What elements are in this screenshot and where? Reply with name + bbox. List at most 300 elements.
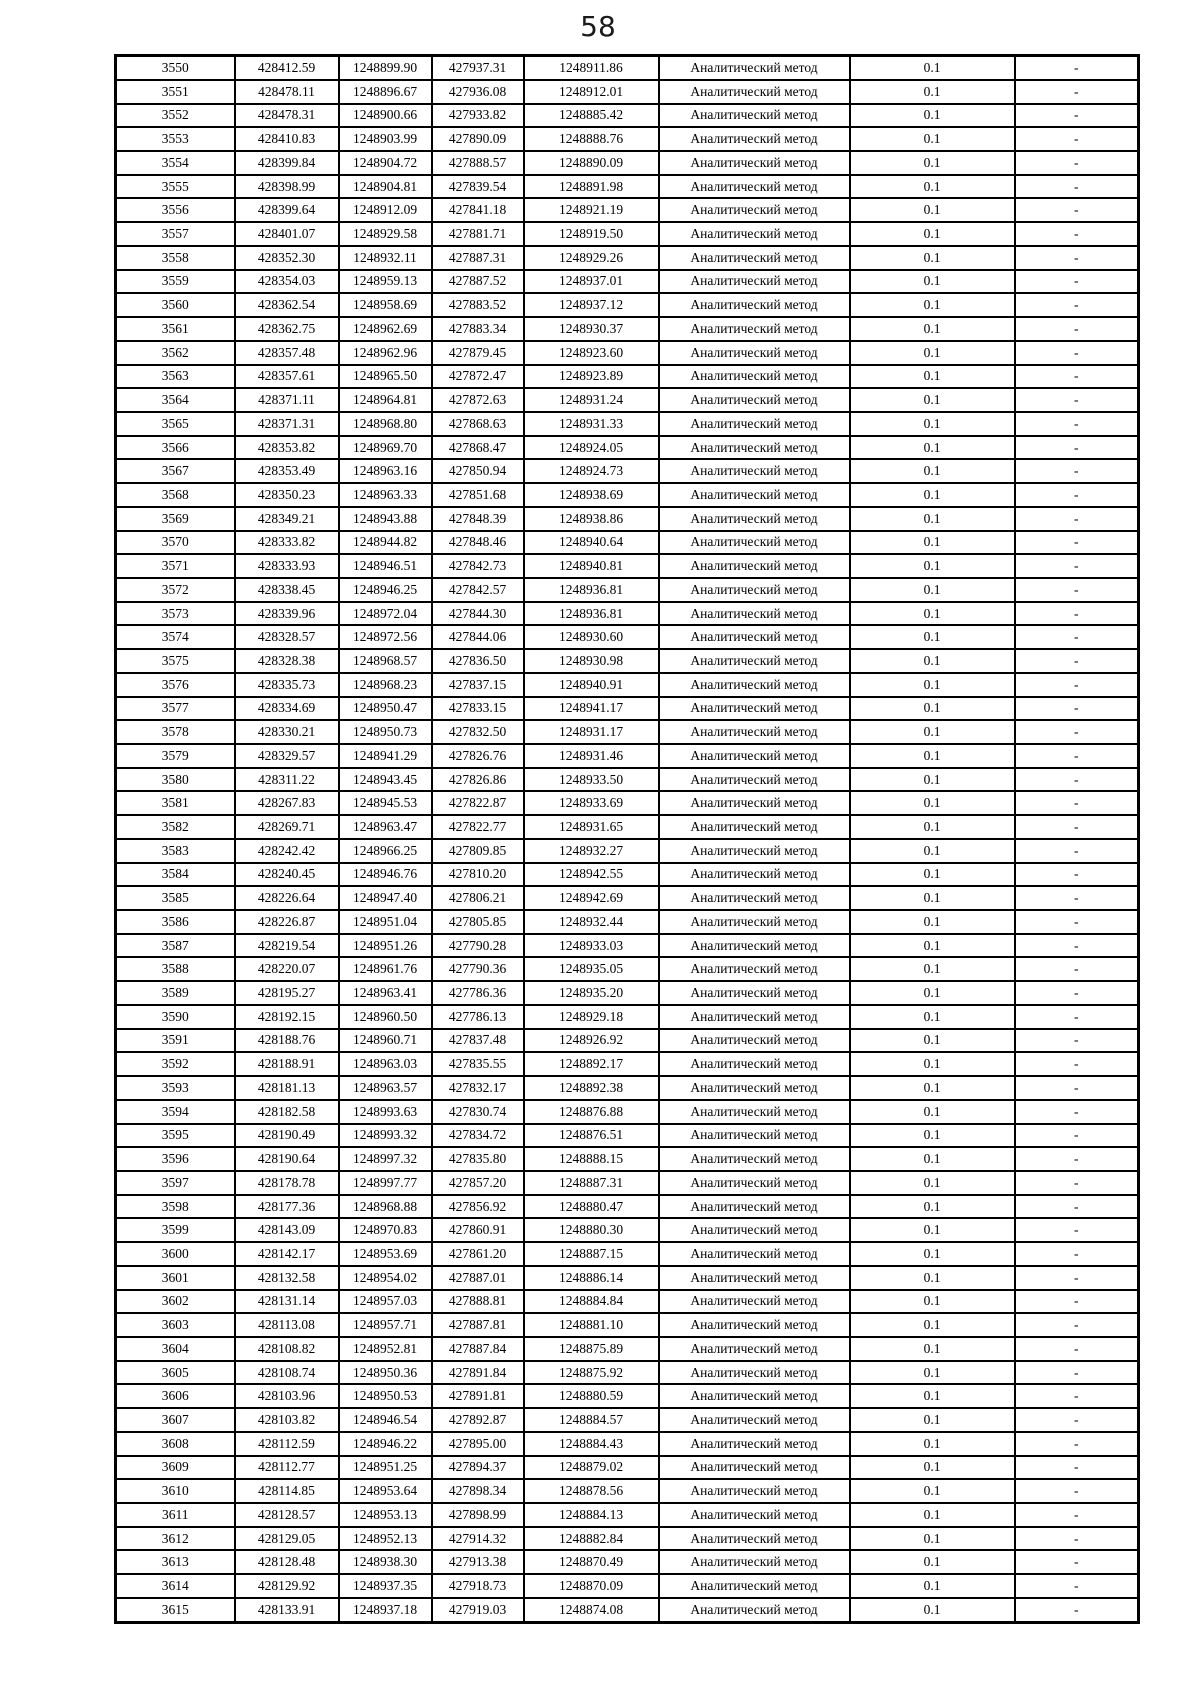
cell-coord-x1: 428190.49 [235,1124,339,1148]
cell-note: - [1015,365,1139,389]
cell-coord-x1: 428190.64 [235,1147,339,1171]
cell-coord-y2: 1248912.01 [524,80,659,104]
cell-coord-x1: 428181.13 [235,1076,339,1100]
cell-accuracy: 0.1 [850,649,1015,673]
cell-coord-x2: 427844.30 [432,602,524,626]
cell-coord-x1: 428188.76 [235,1029,339,1053]
cell-coord-x2: 427891.84 [432,1361,524,1385]
cell-method: Аналитический метод [659,483,850,507]
cell-method: Аналитический метод [659,1100,850,1124]
cell-note: - [1015,1005,1139,1029]
table-row [116,246,1139,270]
cell-coord-x2: 427895.00 [432,1432,524,1456]
table-row [116,957,1139,981]
cell-coord-x2: 427881.71 [432,222,524,246]
table-row [116,104,1139,128]
cell-point-number: 3564 [116,388,235,412]
cell-coord-x1: 428103.96 [235,1384,339,1408]
cell-point-number: 3604 [116,1337,235,1361]
table-row [116,1313,1139,1337]
cell-coord-x2: 427790.36 [432,957,524,981]
cell-note: - [1015,1384,1139,1408]
cell-point-number: 3554 [116,151,235,175]
cell-accuracy: 0.1 [850,934,1015,958]
cell-coord-x1: 428412.59 [235,56,339,80]
cell-method: Аналитический метод [659,1052,850,1076]
cell-accuracy: 0.1 [850,1266,1015,1290]
table-row [116,1337,1139,1361]
cell-accuracy: 0.1 [850,791,1015,815]
table-row [116,815,1139,839]
cell-coord-x2: 427887.81 [432,1313,524,1337]
cell-coord-y1: 1248951.26 [339,934,432,958]
cell-accuracy: 0.1 [850,554,1015,578]
cell-coord-x2: 427835.55 [432,1052,524,1076]
cell-coord-x2: 427914.32 [432,1527,524,1551]
cell-coord-x1: 428226.64 [235,886,339,910]
cell-coord-x2: 427872.63 [432,388,524,412]
cell-coord-x1: 428132.58 [235,1266,339,1290]
cell-coord-x2: 427887.01 [432,1266,524,1290]
cell-coord-y1: 1248952.81 [339,1337,432,1361]
cell-point-number: 3588 [116,957,235,981]
cell-method: Аналитический метод [659,1503,850,1527]
cell-coord-x1: 428182.58 [235,1100,339,1124]
cell-method: Аналитический метод [659,886,850,910]
cell-coord-y2: 1248923.60 [524,341,659,365]
cell-coord-y1: 1248903.99 [339,127,432,151]
cell-point-number: 3608 [116,1432,235,1456]
cell-coord-x2: 427830.74 [432,1100,524,1124]
cell-coord-x2: 427890.09 [432,127,524,151]
cell-point-number: 3572 [116,578,235,602]
cell-method: Аналитический метод [659,412,850,436]
cell-note: - [1015,1408,1139,1432]
cell-coord-x2: 427844.06 [432,625,524,649]
cell-accuracy: 0.1 [850,1052,1015,1076]
cell-coord-y2: 1248933.69 [524,791,659,815]
cell-point-number: 3558 [116,246,235,270]
cell-note: - [1015,744,1139,768]
table-row [116,459,1139,483]
table-row [116,175,1139,199]
cell-coord-x2: 427839.54 [432,175,524,199]
cell-note: - [1015,317,1139,341]
cell-coord-y1: 1248941.29 [339,744,432,768]
cell-accuracy: 0.1 [850,697,1015,721]
cell-note: - [1015,673,1139,697]
table-row [116,673,1139,697]
cell-coord-x1: 428352.30 [235,246,339,270]
cell-coord-y2: 1248931.17 [524,720,659,744]
cell-point-number: 3591 [116,1029,235,1053]
cell-coord-y1: 1248946.76 [339,863,432,887]
cell-method: Аналитический метод [659,1290,850,1314]
cell-coord-y1: 1248997.32 [339,1147,432,1171]
cell-point-number: 3576 [116,673,235,697]
table-row [116,649,1139,673]
cell-coord-y2: 1248911.86 [524,56,659,80]
cell-coord-x2: 427848.46 [432,531,524,555]
cell-point-number: 3574 [116,625,235,649]
cell-point-number: 3609 [116,1456,235,1480]
cell-note: - [1015,1195,1139,1219]
cell-accuracy: 0.1 [850,744,1015,768]
cell-method: Аналитический метод [659,270,850,294]
cell-coord-x1: 428350.23 [235,483,339,507]
cell-coord-x1: 428398.99 [235,175,339,199]
cell-coord-y2: 1248931.24 [524,388,659,412]
cell-coord-y2: 1248875.89 [524,1337,659,1361]
cell-accuracy: 0.1 [850,341,1015,365]
table-row [116,198,1139,222]
cell-coord-x1: 428195.27 [235,981,339,1005]
cell-coord-x2: 427936.08 [432,80,524,104]
cell-point-number: 3552 [116,104,235,128]
cell-coord-x1: 428113.08 [235,1313,339,1337]
cell-coord-x1: 428112.59 [235,1432,339,1456]
cell-coord-x2: 427850.94 [432,459,524,483]
cell-coord-y2: 1248935.20 [524,981,659,1005]
cell-point-number: 3581 [116,791,235,815]
cell-note: - [1015,791,1139,815]
cell-point-number: 3607 [116,1408,235,1432]
table-row [116,1195,1139,1219]
table-row [116,56,1139,80]
cell-point-number: 3592 [116,1052,235,1076]
cell-method: Аналитический метод [659,436,850,460]
cell-method: Аналитический метод [659,1266,850,1290]
cell-coord-x1: 428311.22 [235,768,339,792]
cell-point-number: 3573 [116,602,235,626]
table-row [116,1029,1139,1053]
cell-method: Аналитический метод [659,625,850,649]
cell-coord-x1: 428333.93 [235,554,339,578]
table-row [116,1052,1139,1076]
coordinates-table [114,54,1140,1624]
cell-coord-y2: 1248930.98 [524,649,659,673]
cell-coord-y2: 1248882.84 [524,1527,659,1551]
cell-note: - [1015,412,1139,436]
cell-point-number: 3593 [116,1076,235,1100]
cell-coord-x1: 428371.11 [235,388,339,412]
cell-coord-y1: 1248946.51 [339,554,432,578]
cell-coord-y2: 1248926.92 [524,1029,659,1053]
cell-coord-y1: 1248964.81 [339,388,432,412]
cell-point-number: 3600 [116,1242,235,1266]
cell-note: - [1015,910,1139,934]
cell-coord-y2: 1248938.69 [524,483,659,507]
cell-coord-x2: 427898.99 [432,1503,524,1527]
cell-note: - [1015,697,1139,721]
cell-accuracy: 0.1 [850,175,1015,199]
cell-coord-y2: 1248932.27 [524,839,659,863]
cell-note: - [1015,293,1139,317]
cell-accuracy: 0.1 [850,1313,1015,1337]
cell-coord-x2: 427822.87 [432,791,524,815]
cell-coord-y2: 1248942.69 [524,886,659,910]
cell-note: - [1015,1479,1139,1503]
cell-coord-x2: 427861.20 [432,1242,524,1266]
cell-coord-y2: 1248885.42 [524,104,659,128]
cell-coord-y1: 1248961.76 [339,957,432,981]
table-row [116,127,1139,151]
coordinates-table-body [116,56,1139,1623]
cell-accuracy: 0.1 [850,1574,1015,1598]
cell-method: Аналитический метод [659,1029,850,1053]
table-row [116,1100,1139,1124]
cell-note: - [1015,768,1139,792]
cell-coord-x2: 427835.80 [432,1147,524,1171]
cell-note: - [1015,1598,1139,1623]
cell-method: Аналитический метод [659,1384,850,1408]
table-row [116,578,1139,602]
cell-note: - [1015,151,1139,175]
cell-accuracy: 0.1 [850,1456,1015,1480]
cell-accuracy: 0.1 [850,1479,1015,1503]
cell-coord-x2: 427810.20 [432,863,524,887]
cell-method: Аналитический метод [659,1005,850,1029]
cell-method: Аналитический метод [659,744,850,768]
cell-method: Аналитический метод [659,578,850,602]
cell-coord-y2: 1248933.50 [524,768,659,792]
cell-accuracy: 0.1 [850,246,1015,270]
cell-coord-x1: 428362.54 [235,293,339,317]
table-row [116,341,1139,365]
cell-note: - [1015,459,1139,483]
table-row [116,270,1139,294]
cell-point-number: 3560 [116,293,235,317]
cell-coord-y1: 1248929.58 [339,222,432,246]
cell-point-number: 3612 [116,1527,235,1551]
cell-note: - [1015,1456,1139,1480]
cell-coord-y2: 1248938.86 [524,507,659,531]
cell-coord-y1: 1248946.54 [339,1408,432,1432]
cell-method: Аналитический метод [659,1432,850,1456]
cell-coord-x2: 427786.13 [432,1005,524,1029]
cell-point-number: 3568 [116,483,235,507]
cell-coord-x2: 427891.81 [432,1384,524,1408]
cell-accuracy: 0.1 [850,1598,1015,1623]
cell-coord-x1: 428129.92 [235,1574,339,1598]
cell-coord-y2: 1248891.98 [524,175,659,199]
cell-coord-y1: 1248938.30 [339,1550,432,1574]
cell-point-number: 3579 [116,744,235,768]
cell-coord-x1: 428338.45 [235,578,339,602]
cell-method: Аналитический метод [659,246,850,270]
cell-method: Аналитический метод [659,1479,850,1503]
cell-coord-y1: 1248904.72 [339,151,432,175]
cell-coord-y1: 1248943.88 [339,507,432,531]
cell-accuracy: 0.1 [850,1408,1015,1432]
cell-coord-x1: 428329.57 [235,744,339,768]
cell-coord-x1: 428114.85 [235,1479,339,1503]
cell-coord-x2: 427872.47 [432,365,524,389]
cell-accuracy: 0.1 [850,1195,1015,1219]
table-row [116,602,1139,626]
cell-coord-x1: 428401.07 [235,222,339,246]
table-row [116,1218,1139,1242]
cell-coord-y2: 1248930.37 [524,317,659,341]
cell-note: - [1015,1171,1139,1195]
cell-coord-y1: 1248957.71 [339,1313,432,1337]
table-row [116,1171,1139,1195]
cell-coord-x2: 427887.31 [432,246,524,270]
cell-method: Аналитический метод [659,459,850,483]
cell-coord-x1: 428178.78 [235,1171,339,1195]
cell-coord-x2: 427898.34 [432,1479,524,1503]
cell-coord-x2: 427841.18 [432,198,524,222]
cell-coord-y1: 1248963.41 [339,981,432,1005]
cell-accuracy: 0.1 [850,507,1015,531]
cell-method: Аналитический метод [659,151,850,175]
cell-method: Аналитический метод [659,1527,850,1551]
cell-coord-x1: 428133.91 [235,1598,339,1623]
cell-note: - [1015,436,1139,460]
cell-coord-y1: 1248947.40 [339,886,432,910]
cell-coord-x2: 427913.38 [432,1550,524,1574]
cell-point-number: 3563 [116,365,235,389]
cell-accuracy: 0.1 [850,1218,1015,1242]
cell-coord-y2: 1248924.05 [524,436,659,460]
cell-coord-x1: 428328.38 [235,649,339,673]
cell-coord-y2: 1248931.33 [524,412,659,436]
cell-note: - [1015,1290,1139,1314]
cell-coord-y1: 1248993.63 [339,1100,432,1124]
cell-method: Аналитический метод [659,934,850,958]
table-row [116,1147,1139,1171]
cell-note: - [1015,531,1139,555]
table-row [116,720,1139,744]
cell-point-number: 3586 [116,910,235,934]
table-row [116,412,1139,436]
cell-point-number: 3597 [116,1171,235,1195]
cell-coord-y2: 1248924.73 [524,459,659,483]
cell-point-number: 3569 [116,507,235,531]
cell-accuracy: 0.1 [850,222,1015,246]
cell-coord-x1: 428478.31 [235,104,339,128]
cell-coord-x2: 427888.57 [432,151,524,175]
cell-accuracy: 0.1 [850,1029,1015,1053]
cell-coord-x1: 428177.36 [235,1195,339,1219]
table-row [116,1408,1139,1432]
cell-note: - [1015,1432,1139,1456]
cell-accuracy: 0.1 [850,531,1015,555]
cell-method: Аналитический метод [659,1408,850,1432]
cell-coord-y1: 1248959.13 [339,270,432,294]
cell-coord-y1: 1248899.90 [339,56,432,80]
cell-coord-y1: 1248950.53 [339,1384,432,1408]
cell-coord-x1: 428192.15 [235,1005,339,1029]
cell-method: Аналитический метод [659,673,850,697]
cell-coord-y1: 1248943.45 [339,768,432,792]
table-row [116,1479,1139,1503]
cell-coord-y1: 1248951.25 [339,1456,432,1480]
cell-note: - [1015,957,1139,981]
cell-note: - [1015,815,1139,839]
cell-note: - [1015,507,1139,531]
cell-coord-x2: 427868.63 [432,412,524,436]
table-row [116,531,1139,555]
cell-coord-x1: 428353.82 [235,436,339,460]
cell-point-number: 3611 [116,1503,235,1527]
cell-method: Аналитический метод [659,554,850,578]
cell-point-number: 3551 [116,80,235,104]
cell-note: - [1015,720,1139,744]
cell-point-number: 3589 [116,981,235,1005]
cell-accuracy: 0.1 [850,625,1015,649]
cell-accuracy: 0.1 [850,80,1015,104]
cell-accuracy: 0.1 [850,1361,1015,1385]
cell-coord-y1: 1248969.70 [339,436,432,460]
cell-accuracy: 0.1 [850,151,1015,175]
cell-coord-y1: 1248958.69 [339,293,432,317]
cell-note: - [1015,1124,1139,1148]
cell-coord-y1: 1248896.67 [339,80,432,104]
cell-note: - [1015,886,1139,910]
table-row [116,768,1139,792]
cell-coord-y2: 1248876.88 [524,1100,659,1124]
cell-coord-x2: 427806.21 [432,886,524,910]
cell-coord-x2: 427837.15 [432,673,524,697]
cell-method: Аналитический метод [659,863,850,887]
cell-coord-y1: 1248951.04 [339,910,432,934]
cell-coord-x1: 428108.74 [235,1361,339,1385]
cell-coord-y1: 1248993.32 [339,1124,432,1148]
cell-point-number: 3603 [116,1313,235,1337]
cell-point-number: 3557 [116,222,235,246]
table-row [116,1598,1139,1623]
cell-coord-x1: 428220.07 [235,957,339,981]
cell-coord-x2: 427809.85 [432,839,524,863]
table-row [116,388,1139,412]
cell-coord-x2: 427892.87 [432,1408,524,1432]
cell-accuracy: 0.1 [850,1432,1015,1456]
cell-accuracy: 0.1 [850,1384,1015,1408]
cell-method: Аналитический метод [659,104,850,128]
cell-note: - [1015,1100,1139,1124]
cell-coord-x1: 428328.57 [235,625,339,649]
cell-accuracy: 0.1 [850,412,1015,436]
cell-point-number: 3578 [116,720,235,744]
table-row [116,554,1139,578]
table-row [116,910,1139,934]
cell-accuracy: 0.1 [850,1100,1015,1124]
cell-method: Аналитический метод [659,56,850,80]
cell-coord-x1: 428131.14 [235,1290,339,1314]
cell-accuracy: 0.1 [850,1005,1015,1029]
cell-coord-x1: 428334.69 [235,697,339,721]
cell-note: - [1015,1029,1139,1053]
cell-coord-y2: 1248929.26 [524,246,659,270]
cell-accuracy: 0.1 [850,839,1015,863]
cell-accuracy: 0.1 [850,981,1015,1005]
cell-coord-y2: 1248930.60 [524,625,659,649]
table-row [116,1076,1139,1100]
cell-point-number: 3585 [116,886,235,910]
cell-method: Аналитический метод [659,1147,850,1171]
cell-coord-x2: 427842.57 [432,578,524,602]
cell-point-number: 3582 [116,815,235,839]
cell-coord-y1: 1248970.83 [339,1218,432,1242]
cell-coord-y1: 1248965.50 [339,365,432,389]
cell-coord-y2: 1248884.13 [524,1503,659,1527]
cell-method: Аналитический метод [659,1574,850,1598]
cell-coord-y2: 1248936.81 [524,578,659,602]
cell-method: Аналитический метод [659,80,850,104]
cell-coord-x2: 427826.76 [432,744,524,768]
cell-coord-x2: 427836.50 [432,649,524,673]
